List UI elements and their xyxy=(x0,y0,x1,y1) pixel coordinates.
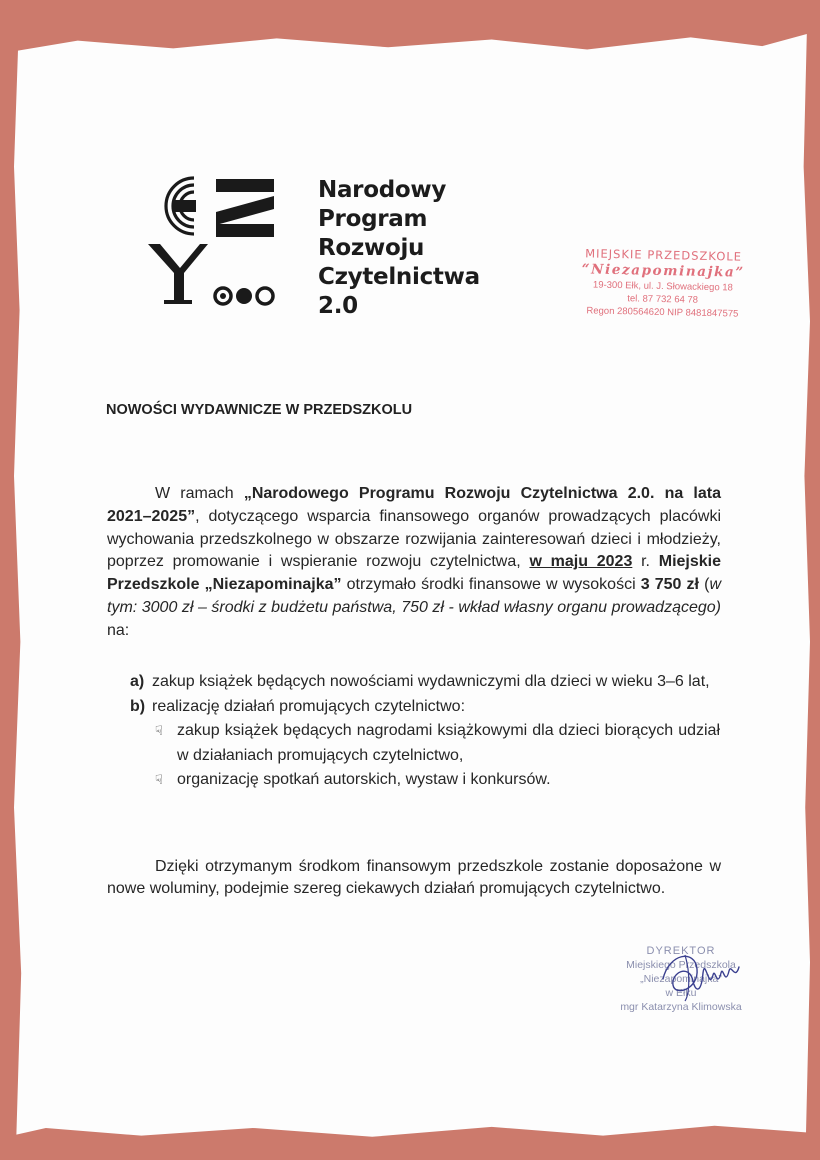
program-name-line: Program xyxy=(318,206,428,232)
program-name-line: Rozwoju xyxy=(318,235,425,261)
program-name-line: Czytelnictwa xyxy=(318,264,480,290)
body-text: otrzymało środki finansowe w wysokości xyxy=(341,576,641,594)
program-title-bold: „Narodowego Programu Rozwoju Czytelnictwa 2.0. na lata 2021–2025” xyxy=(107,485,721,525)
hand-pointer-icon: ☟ xyxy=(155,772,163,787)
director-stamp-line: DYREKTOR xyxy=(646,945,716,957)
body-paragraph xyxy=(107,483,721,643)
handwritten-signature xyxy=(655,945,745,1005)
program-name xyxy=(318,176,538,321)
nprc-logo-icon xyxy=(142,172,282,312)
amount-breakdown-italic: w tym: 3000 zł – środki z budżetu państwa, 750 zł - wkład własny organu prowadzącego) xyxy=(107,576,721,616)
list-item-text: zakup książek będących nowościami wydawniczymi dla dzieci w wieku 3–6 lat, xyxy=(152,673,710,690)
body-text: na: xyxy=(107,621,130,639)
sub-list-item xyxy=(130,719,720,768)
director-stamp-line: w Ełku xyxy=(665,987,697,999)
stamp-line-1: MIEJSKIE PRZEDSZKOLE xyxy=(585,246,743,264)
stamp-line-4: tel. 87 732 64 78 xyxy=(627,293,699,306)
director-stamp-line: mgr Katarzyna Klimowska xyxy=(620,1001,742,1013)
list-marker: b) xyxy=(130,697,146,715)
body-text: r. xyxy=(632,553,659,571)
director-stamp-line: Miejskiego Przedszkola xyxy=(626,959,736,971)
amount-bold: 3 750 zł xyxy=(640,576,699,594)
stamp-line-2: “Niezapominajka” xyxy=(581,261,745,281)
institution-stamp xyxy=(557,246,768,320)
date-underlined: w maju 2023 xyxy=(529,553,633,571)
body-text: , dotyczącego wsparcia finansowego organów prowadzących placówki wychowania przedszkolnego w obszarze rozwijania zainteresowań dzieci i młodzieży, poprzez promowanie i wspieranie rozwoju czytelnictwa, xyxy=(107,507,721,571)
list-item xyxy=(130,695,720,720)
closing-paragraph: Dzięki otrzymanym środkom finansowym przedszkole zostanie doposażone w nowe woluminy, podejmie szereg ciekawych działań promujących czytelnictwo. xyxy=(107,858,721,897)
stamp-line-3: 19-300 Ełk, ul. J. Słowackiego 18 xyxy=(592,279,733,294)
funding-purpose-list xyxy=(130,670,720,793)
list-marker: a) xyxy=(130,673,145,690)
stamp-line-5: Regon 280564620 NIP 8481847575 xyxy=(586,305,739,320)
body-text: ( xyxy=(699,576,710,594)
hand-pointer-icon: ☟ xyxy=(155,723,163,738)
sub-list-item-text: organizację spotkań autorskich, wystaw i konkursów. xyxy=(177,771,551,788)
institution-name-bold: Miejskie Przedszkole „Niezapominajka” xyxy=(107,553,721,594)
sub-list-item-text: zakup książek będących nagrodami książkowymi dla dzieci biorących udział w działaniach promujących czytelnictwo, xyxy=(177,722,720,764)
program-name-line: 2.0 xyxy=(318,293,358,319)
list-item-text: realizację działań promujących czytelnictwo: xyxy=(152,697,466,715)
document-heading: NOWOŚCI WYDAWNICZE W PRZEDSZKOLU xyxy=(106,402,413,418)
body-text: W ramach xyxy=(155,485,244,502)
sub-list-item xyxy=(130,768,720,793)
director-stamp-line: „Niezapominajka” xyxy=(640,973,722,985)
program-name-line: Narodowy xyxy=(318,177,447,203)
list-item xyxy=(130,670,720,695)
